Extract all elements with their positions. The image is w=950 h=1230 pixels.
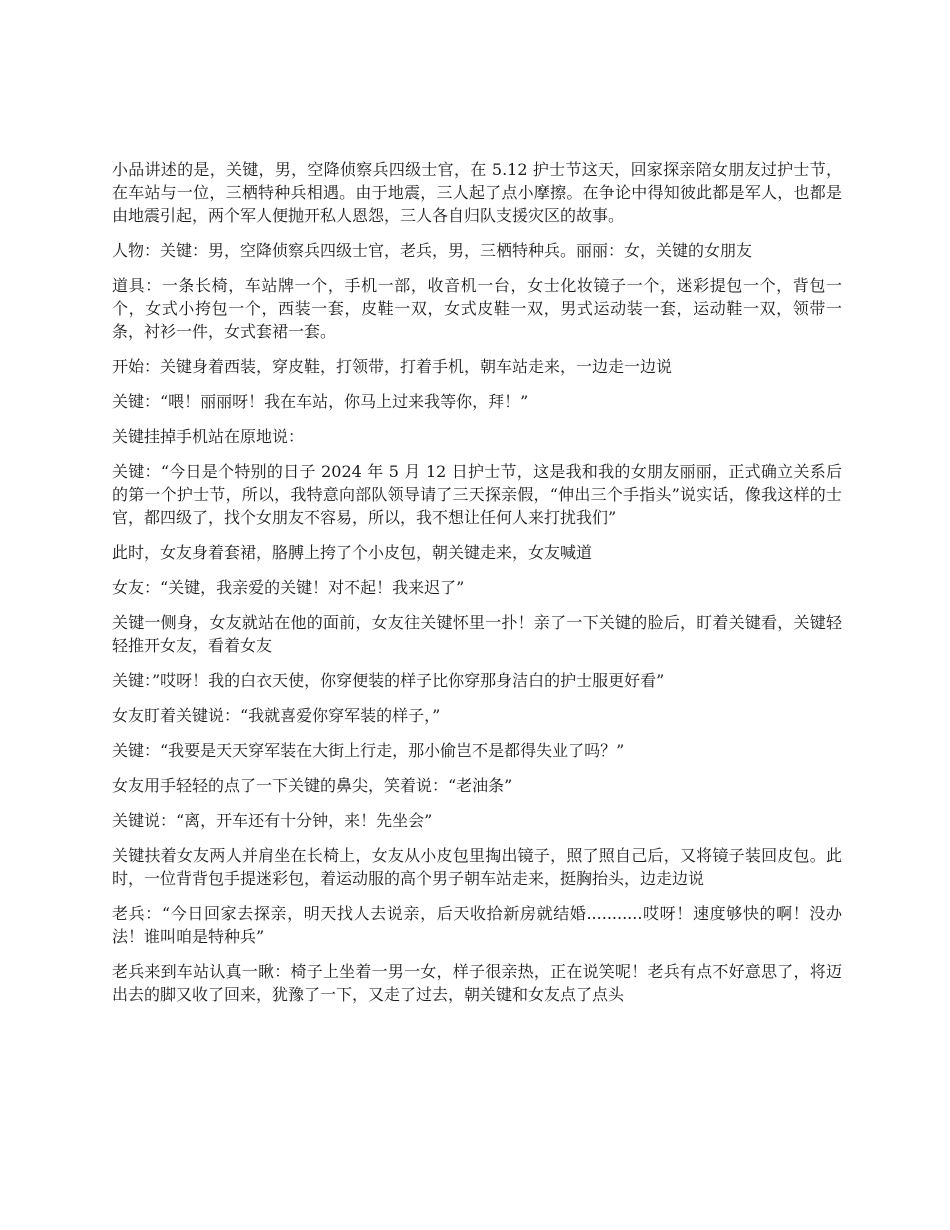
paragraph-synopsis: 小品讲述的是，关键，男，空降侦察兵四级士官，在 5.12 护士节这天，回家探亲陪女朋友过护士节，在车站与一位，三栖特种兵相遇。由于地震，三人起了点小摩擦。在争论中得知彼此都是军人，也都是由地震引起，两个军人便抛开私人恩怨，三人各自归队支援灾区的故事。 bbox=[112, 160, 842, 225]
paragraph: 老兵来到车站认真一瞅：椅子上坐着一男一女，样子很亲热，正在说笑呢！老兵有点不好意思了，将迈出去的脚又收了回来，犹豫了一下，又走了过去，朝关键和女友点了点头 bbox=[112, 962, 842, 1004]
paragraph: 关键：“今日是个特别的日子 2024 年 5 月 12 日护士节，这是我和我的女朋友丽丽，正式确立关系后的第一个护士节，所以，我特意向部队领导请了三天探亲假，“伸出三个手指头”说实话，像我这样的士官，都四级了，找个女朋友不容易，所以，我不想让任何人来打扰我们” bbox=[112, 462, 842, 527]
paragraph-props: 道具：一条长椅，车站牌一个，手机一部，收音机一台，女士化妆镜子一个，迷彩提包一个，背包一个，女式小挎包一个，西装一套，皮鞋一双，女式皮鞋一双，男式运动装一套，运动鞋一双，领带一条，衬衫一件，女式套裙一套。 bbox=[112, 276, 842, 341]
paragraph: 女友用手轻轻的点了一下关键的鼻尖，笑着说：“老油条” bbox=[112, 776, 513, 795]
paragraph: 关键挂掉手机站在原地说： bbox=[112, 427, 305, 446]
paragraph-opening: 开始：关键身着西装，穿皮鞋，打领带，打着手机，朝车站走来，一边走一边说 bbox=[112, 357, 673, 376]
paragraph: 老兵：“今日回家去探亲，明天找人去说亲，后天收拾新房就结婚...........哎呀！速度够快的啊！没办法！谁叫咱是特种兵” bbox=[112, 904, 842, 946]
paragraph: 关键扶着女友两人并肩坐在长椅上，女友从小皮包里掏出镜子，照了照自己后，又将镜子装回皮包。此时，一位背背包手提迷彩包，着运动服的高个男子朝车站走来，挺胸抬头，边走边说 bbox=[112, 846, 842, 888]
paragraph: 关键：“喂！丽丽呀！我在车站，你马上过来我等你，拜！” bbox=[112, 392, 529, 411]
paragraph: 关键：”哎呀！我的白衣天使，你穿便装的样子比你穿那身洁白的护士服更好看” bbox=[112, 671, 665, 690]
paragraph: 此时，女友身着套裙，胳膊上挎了个小皮包，朝关键走来，女友喊道 bbox=[112, 543, 593, 562]
paragraph: 关键一侧身，女友就站在他的面前，女友往关键怀里一扑！亲了一下关键的脸后，盯着关键看，关键轻轻推开女友，看着女友 bbox=[112, 613, 842, 655]
paragraph: 女友盯着关键说：“我就喜爱你穿军装的样子，” bbox=[112, 706, 441, 725]
paragraph-characters: 人物：关键：男，空降侦察兵四级士官，老兵，男，三栖特种兵。丽丽：女，关键的女朋友 bbox=[112, 241, 753, 260]
document-body bbox=[112, 158, 842, 1018]
paragraph: 关键说：“离，开车还有十分钟，来！先坐会” bbox=[112, 811, 433, 830]
paragraph: 女友：“关键，我亲爱的关键！对不起！我来迟了” bbox=[112, 578, 465, 597]
paragraph: 关键：“我要是天天穿军装在大街上行走，那小偷岂不是都得失业了吗？” bbox=[112, 741, 625, 760]
